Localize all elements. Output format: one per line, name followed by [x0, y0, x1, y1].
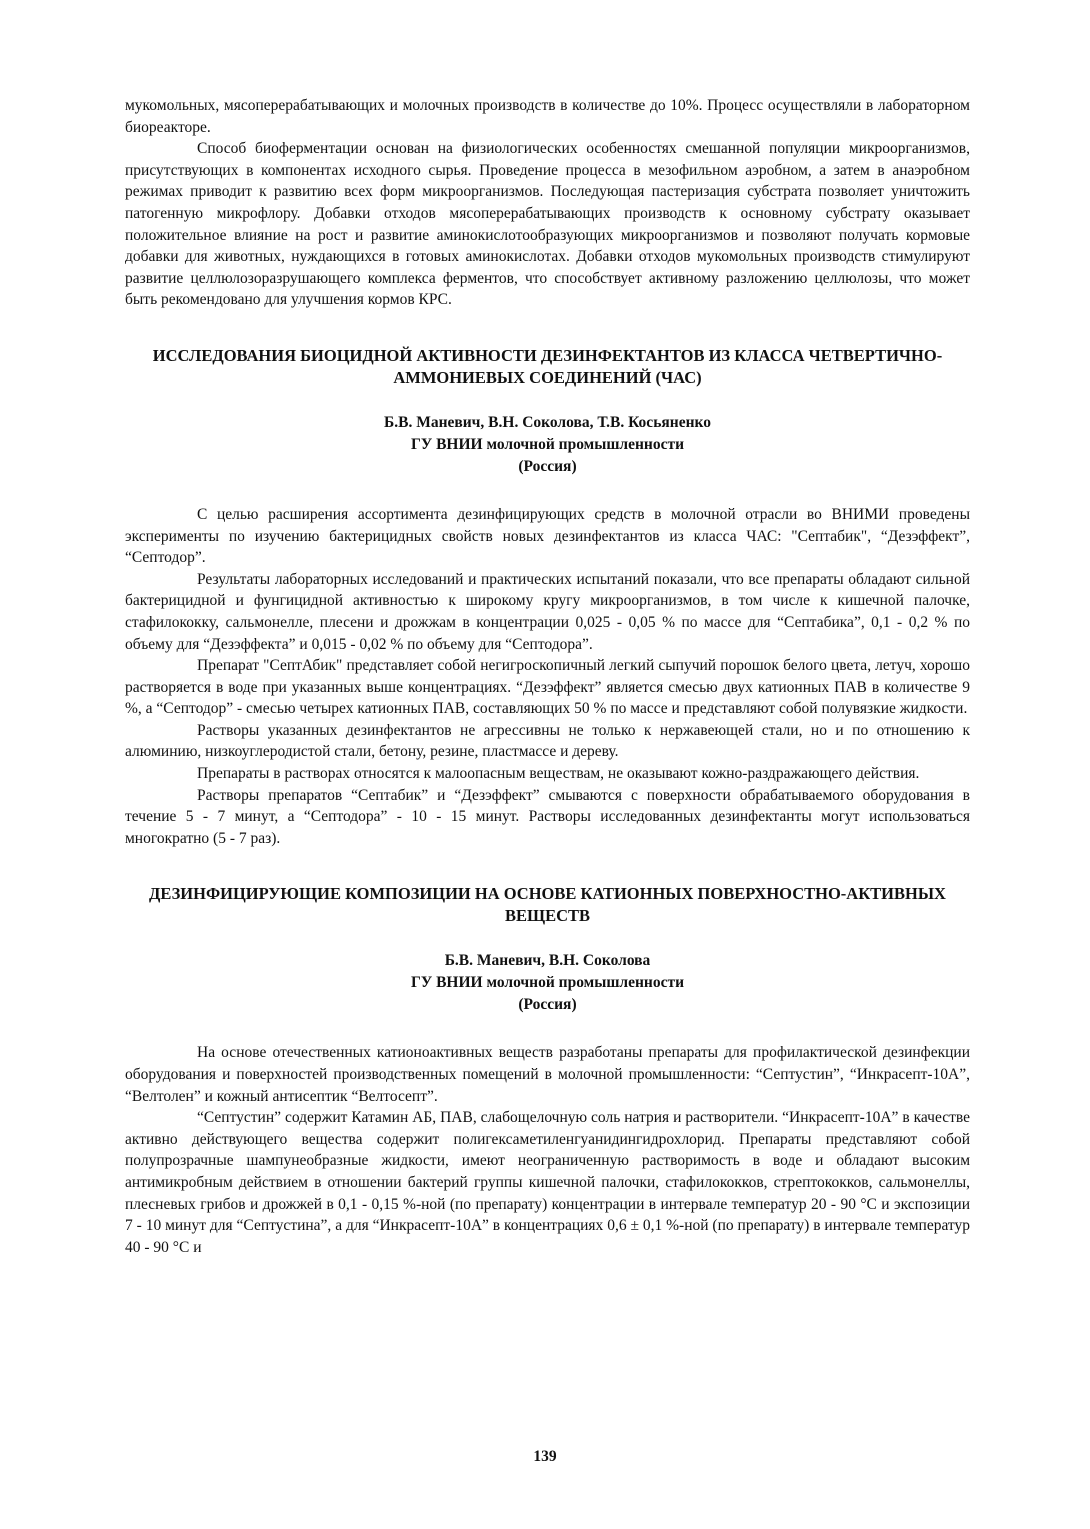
article-2: [125, 883, 970, 1258]
article-2-organization: ГУ ВНИИ молочной промышленности: [410, 974, 685, 992]
article-1-paragraph-1: С целью расширения ассортимента дезинфицирующих средств в молочной отрасли во ВНИМИ проведены эксперименты по изучению бактерицидных свойств новых дезинфектантов из класса ЧАС: "Септабик", “Дезэффект”, “Септодор”.: [125, 505, 970, 567]
intro-section: [125, 95, 970, 311]
article-1-paragraph-3: Препарат "СептАбик" представляет собой негигроскопичный легкий сыпучий порошок белого цвета, летуч, хорошо растворяется в воде при указанных выше концентрациях. “Дезэффект” является смесью двух катионных ПАВ в количестве 9 %, а “Септодор” - смесью четырех катионных ПАВ, составляющих 50 % по массе и представляют собой полувязкие жидкости.: [125, 657, 970, 718]
page-body: [125, 95, 970, 1258]
article-2-authors: Б.В. Маневич, В.Н. Соколова: [444, 952, 651, 970]
intro-paragraph-1: мукомольных, мясоперерабатывающих и молочных производств в количестве до 10%. Процесс осуществляли в лабораторном биореакторе.: [125, 97, 970, 136]
article-2-title: ДЕЗИНФИЦИРУЮЩИЕ КОМПОЗИЦИИ НА ОСНОВЕ КАТИОННЫХ ПОВЕРХНОСТНО-АКТИВНЫХ ВЕЩЕСТВ: [149, 884, 946, 926]
article-1-paragraph-6: Растворы препаратов “Септабик” и “Дезэффект” смываются с поверхности обрабатываемого оборудования в течение 5 - 7 минут, а “Септодора” - 10 - 15 минут. Растворы исследованных дезинфектанты могут использоваться многократно (5 - 7 раз).: [125, 786, 970, 847]
intro-paragraph-2: Способ биоферментации основан на физиологических особенностях смешанной популяции микроорганизмов, присутствующих в компонентах исходного сырья. Проведение процесса в мезофильном аэробном, а затем в анаэробном режимах приводит к развитию всех форм микроорганизмов. Последующая пастеризация субстрата позволяет уничтожить патогенную микрофлору. Добавки отходов мясоперерабатывающих производств к основному субстрату оказывает положительное влияние на рост и развитие аминокислотообразующих микроорганизмов и позволяют получать кормовые добавки для животных, нуждающихся в готовых аминокислотах. Добавки отходов мукомольных производств стимулируют развитие целлюлозоразрушающего комплекса ферментов, что способствует активному разложению целлюлозы, что может быть рекомендовано для улучшения кормов КРС.: [125, 140, 970, 309]
article-1-title: ИССЛЕДОВАНИЯ БИОЦИДНОЙ АКТИВНОСТИ ДЕЗИНФЕКТАНТОВ ИЗ КЛАССА ЧЕТВЕРТИЧНО-АММОНИЕВЫХ СОЕДИНЕНИЙ (ЧАС): [152, 345, 943, 387]
article-2-paragraph-2: “Септустин” содержит Катамин АБ, ПАВ, слабощелочную соль натрия и растворители. “Инкрасепт-10А” в качестве активно действующего вещества содержит полигексаметиленгуанидингидрохлорид. Препараты представляют собой полупрозрачные шампунеобразные жидкости, имеют неограниченную растворимость в воде и обладают высоким антимикробным действием в отношении бактерий группы кишечной палочки, стафилококков, стрептококков, сальмонеллы, плесневых грибов и дрожжей в 0,1 - 0,15 %-ной (по препарату) концентрации в интервале температур 20 - 90 °С и экспозиции 7 - 10 минут для “Септустина”, а для “Инкрасепт-10А” в концентрациях 0,6 ± 0,1 %-ной (по препарату) в интервале температур 40 - 90 °С и: [125, 1109, 970, 1256]
article-1-paragraph-4: Растворы указанных дезинфектантов не агрессивны не только к нержавеющей стали, но и по отношению к алюминию, низкоуглеродистой стали, бетону, резине, пластмассе и дереву.: [125, 721, 970, 761]
article-1-country: (Россия): [518, 457, 577, 475]
article-1-paragraph-5: Препараты в растворах относятся к малоопасным веществам, не оказывают кожно-раздражающего действия.: [197, 765, 920, 783]
article-2-paragraph-1: На основе отечественных катионоактивных веществ разработаны препараты для профилактической дезинфекции оборудования и поверхностей производственных помещений в молочной промышленности: “Септустин”, “Инкрасепт-10А”, “Велтолен” и кожный антисептик “Велтосепт”.: [125, 1044, 970, 1105]
article-1: [125, 345, 970, 850]
article-2-country: (Россия): [518, 996, 577, 1014]
page-number: 139: [533, 1448, 557, 1465]
article-1-authors: Б.В. Маневич, В.Н. Соколова, Т.В. Косьяненко: [383, 413, 711, 431]
article-1-paragraph-2: Результаты лабораторных исследований и практических испытаний показали, что все препараты обладают сильной бактерицидной и фунгицидной активностью к широкому кругу микроорганизмов, в том числе к кишечной палочке, стафилококку, сальмонелле, плесени и дрожжам в концентрации 0,025 - 0,05 % по массе для “Септабика”, 0,1 - 0,2 % по объему для “Дезэффекта” и 0,015 - 0,02 % по объему для “Септодора”.: [125, 570, 970, 653]
article-1-organization: ГУ ВНИИ молочной промышленности: [410, 435, 685, 453]
